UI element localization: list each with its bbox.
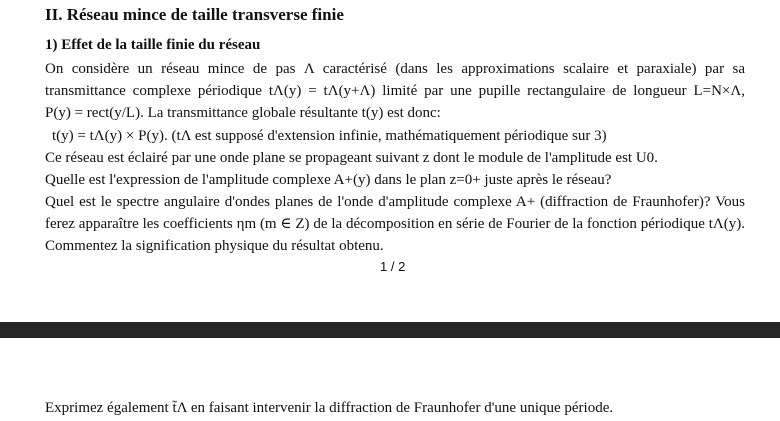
section-title: II. Réseau mince de taille transverse finie	[45, 5, 344, 24]
question-line-4: Commentez la signification physique du résultat obtenu.	[45, 238, 384, 254]
question-line-1: Quelle est l'expression de l'amplitude complexe A+(y) dans le plan z=0+ juste après le réseau?	[45, 172, 612, 188]
paragraph-line-3: P(y) = rect(y/L). La transmittance globale résultante t(y) est donc:	[45, 105, 441, 121]
equation-line: t(y) = tΛ(y) × P(y). (tΛ est supposé d'extension infinie, mathématiquement périodique sur 3)	[52, 128, 607, 144]
paragraph-line-2: transmittance complexe périodique tΛ(y) = tΛ(y+Λ) limité par une pupille rectangulaire de longueur L=N×Λ,	[45, 83, 745, 99]
paragraph-line-1: On considère un réseau mince de pas Λ caractérisé (dans les approximations scalaire et paraxiale) par sa	[45, 61, 745, 77]
paragraph-line-5: Ce réseau est éclairé par une onde plane se propageant suivant z dont le module de l'amplitude est U0.	[45, 150, 658, 166]
page-separator	[0, 322, 780, 338]
subsection-title: 1) Effet de la taille finie du réseau	[45, 37, 261, 53]
question-line-3: ferez apparaître les coefficients ηm (m ∈ Z) de la décomposition en série de Fourier de la fonction périodique tΛ(y).	[45, 216, 745, 232]
question-line-2: Quel est le spectre angulaire d'ondes planes de l'onde d'amplitude complexe A+ (diffraction de Fraunhofer)? Vous	[45, 194, 745, 210]
page-number: 1 / 2	[380, 259, 406, 274]
page-2-question: Exprimez également t̃Λ en faisant intervenir la diffraction de Fraunhofer d'une unique période.	[45, 400, 614, 416]
